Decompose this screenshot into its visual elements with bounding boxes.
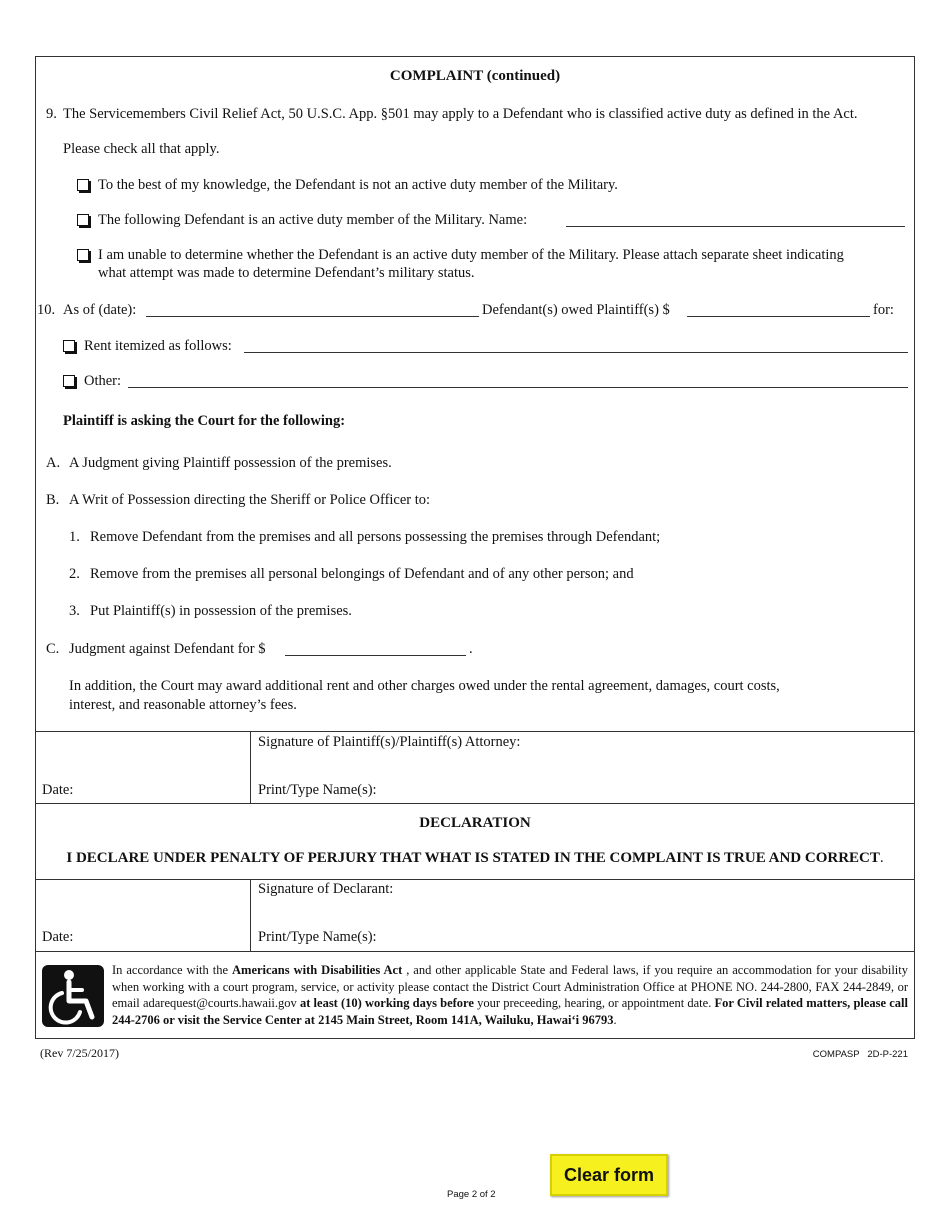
checkbox-active-duty[interactable]	[77, 214, 89, 226]
as-of-date-field[interactable]	[146, 316, 479, 317]
clear-form-button[interactable]: Clear form	[550, 1154, 668, 1196]
request-b1: Remove Defendant from the premises and all persons possessing the premises through Defendant;	[90, 529, 661, 545]
addition-line2: interest, and reasonable attorney’s fees.	[69, 697, 297, 713]
addition-line1: In addition, the Court may award additional rent and other charges owed under the rental agreement, damages, court costs,	[69, 678, 780, 694]
page-title: COMPLAINT (continued)	[389, 68, 561, 84]
checkbox-unable-determine[interactable]	[77, 249, 89, 261]
date-label: Date:	[42, 782, 74, 798]
rent-field[interactable]	[244, 352, 908, 353]
option-unable-line1: I am unable to determine whether the Defendant is an active duty member of the Military. Please attach separate sheet indicating	[98, 247, 844, 263]
other-field[interactable]	[128, 387, 908, 388]
request-a: A Judgment giving Plaintiff possession of the premises.	[69, 455, 392, 471]
list-marker: 3.	[69, 603, 80, 619]
owed-amount-field[interactable]	[687, 316, 870, 317]
ada-text: In accordance with the	[112, 963, 232, 977]
divider	[35, 951, 915, 952]
request-b2: Remove from the premises all personal belongings of Defendant and of any other person; and	[90, 566, 634, 582]
request-b: A Writ of Possession directing the Sheriff or Police Officer to:	[69, 492, 431, 508]
print-name-label: Print/Type Name(s):	[258, 929, 377, 945]
list-marker: C.	[46, 641, 60, 657]
requests-heading: Plaintiff is asking the Court for the following:	[63, 413, 346, 429]
plaintiff-signature-label: Signature of Plaintiff(s)/Plaintiff(s) Attorney:	[258, 734, 521, 750]
checkbox-other[interactable]	[63, 375, 75, 387]
divider	[35, 803, 915, 804]
ada-text: , and other applicable State and Federal laws, if you require an accommodation for your disability when working with a court program, service, or activity please contact the District Court Administration Office at PHONE NO. 244-2800, FAX 244-2849, or email adarequest@courts.hawaii.gov	[112, 963, 908, 1010]
ada-text: .	[613, 1012, 617, 1027]
wheelchair-accessibility-icon	[42, 965, 104, 1027]
declaration-title: DECLARATION	[419, 815, 531, 831]
page-number: Page 2 of 2	[447, 1189, 496, 1200]
option-not-active-duty: To the best of my knowledge, the Defendant is not an active duty member of the Military.	[98, 177, 618, 193]
judgment-amount-field[interactable]	[285, 655, 466, 656]
print-name-label: Print/Type Name(s):	[258, 782, 377, 798]
option-active-duty: The following Defendant is an active duty member of the Military. Name:	[98, 212, 528, 228]
list-marker: B.	[46, 492, 60, 508]
date-label: Date:	[42, 929, 74, 945]
military-name-field[interactable]	[566, 226, 905, 227]
list-marker: A.	[46, 455, 61, 471]
rent-label: Rent itemized as follows:	[84, 338, 232, 354]
ada-text-bold: Americans with Disabilities Act	[232, 963, 403, 977]
declaration-period: .	[879, 850, 884, 866]
list-marker: 1.	[69, 529, 80, 545]
other-label: Other:	[84, 373, 122, 389]
divider	[35, 731, 915, 732]
item9-text: The Servicemembers Civil Relief Act, 50 U.S.C. App. §501 may apply to a Defendant who is classified active duty as defined in the Act.	[63, 106, 858, 122]
request-c-period: .	[469, 641, 473, 657]
as-of-label: As of (date):	[63, 302, 137, 318]
option-unable-line2: what attempt was made to determine Defendant’s military status.	[98, 265, 475, 281]
divider	[250, 879, 251, 951]
form-code: COMPASP 2D-P-221	[812, 1049, 908, 1060]
owed-label: Defendant(s) owed Plaintiff(s) $	[482, 302, 670, 318]
ada-notice	[112, 962, 908, 1028]
request-c: Judgment against Defendant for $	[69, 641, 266, 657]
declaration-text: I DECLARE UNDER PENALTY OF PERJURY THAT WHAT IS STATED IN THE COMPLAINT IS TRUE AND CORRECT	[66, 850, 880, 866]
item-number: 10.	[37, 302, 56, 318]
ada-text-bold: For Civil related matters, please call 244-2706 or visit the Service Center at 2145 Main Street, Room 141A, Wailuku, Hawai‘i 96793	[112, 996, 908, 1027]
revision-date: (Rev 7/25/2017)	[40, 1046, 119, 1060]
ada-text: your preceeding, hearing, or appointment date.	[473, 996, 715, 1010]
divider	[250, 731, 251, 803]
check-prompt: Please check all that apply.	[63, 141, 220, 157]
declarant-signature-label: Signature of Declarant:	[258, 881, 394, 897]
form-frame	[35, 56, 915, 1039]
checkbox-not-active-duty[interactable]	[77, 179, 89, 191]
divider	[35, 879, 915, 880]
ada-text-bold: at least (10) working days before	[299, 996, 474, 1010]
declaration-statement	[35, 850, 915, 867]
for-label: for:	[873, 302, 894, 318]
checkbox-rent[interactable]	[63, 340, 75, 352]
item-number: 9.	[46, 106, 57, 122]
list-marker: 2.	[69, 566, 80, 582]
request-b3: Put Plaintiff(s) in possession of the premises.	[90, 603, 352, 619]
